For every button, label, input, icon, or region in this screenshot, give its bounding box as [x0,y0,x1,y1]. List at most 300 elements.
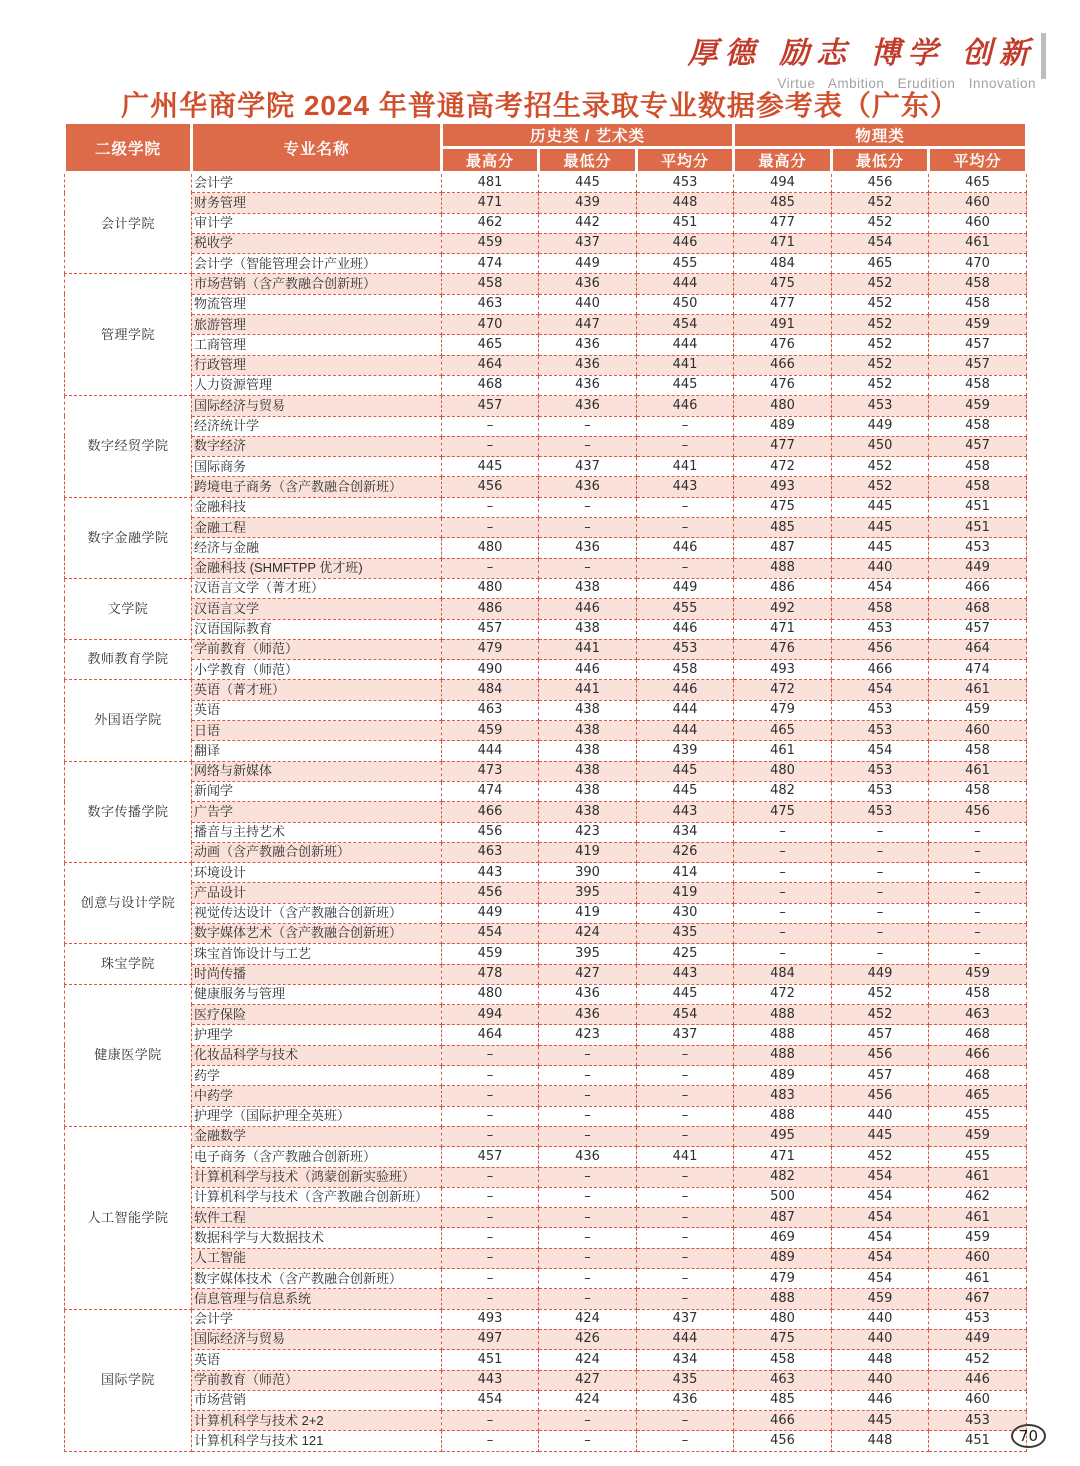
score-value: 438 [539,700,637,720]
score-value: 457 [442,396,539,416]
score-value: 435 [637,1370,734,1390]
score-value: 490 [442,660,539,680]
major-name: 护理学 [192,1025,442,1045]
score-value: 488 [734,1289,832,1309]
score-value: 454 [832,741,929,761]
score-value: 460 [929,1248,1027,1268]
score-value: 445 [832,1411,929,1431]
score-value: 446 [637,619,734,639]
score-value: 472 [734,457,832,477]
major-name: 中药学 [192,1086,442,1106]
score-value: 485 [734,193,832,213]
college-name: 珠宝学院 [65,944,192,985]
score-value: – [637,1167,734,1187]
score-value: 452 [832,193,929,213]
score-value: 456 [832,1086,929,1106]
score-value: – [929,903,1027,923]
score-value: 454 [832,233,929,253]
score-value: 451 [929,518,1027,538]
score-value: 480 [442,538,539,558]
score-value: 465 [929,173,1027,193]
score-value: 452 [832,274,929,294]
score-value: 440 [832,1309,929,1329]
score-value: 472 [734,984,832,1004]
score-value: 458 [442,274,539,294]
score-value: 452 [832,375,929,395]
score-value: – [929,822,1027,842]
table-row [65,863,1027,883]
score-value: 486 [442,599,539,619]
score-value: – [734,863,832,883]
score-value: 465 [929,1086,1027,1106]
score-value: – [539,1248,637,1268]
score-value: – [637,1228,734,1248]
score-value: 445 [832,538,929,558]
score-value: 454 [637,315,734,335]
score-value: 457 [929,619,1027,639]
score-value: 454 [637,1005,734,1025]
score-value: 479 [734,1269,832,1289]
score-value: 446 [637,233,734,253]
score-value: 466 [929,578,1027,598]
score-value: 489 [734,1248,832,1268]
score-value: 459 [929,1228,1027,1248]
table-row [65,1411,1027,1431]
score-value: – [637,436,734,456]
score-value: 438 [539,761,637,781]
table-row [65,802,1027,822]
table-row [65,558,1027,578]
score-value: 458 [637,660,734,680]
score-value: 438 [539,802,637,822]
score-value: 474 [442,254,539,274]
score-value: – [832,883,929,903]
major-name: 环境设计 [192,863,442,883]
score-value: 455 [637,254,734,274]
table-row [65,1269,1027,1289]
admission-table [63,121,1028,1452]
col-header-major: 专业名称 [192,123,442,173]
score-value: 494 [442,1005,539,1025]
score-value: 449 [929,1329,1027,1349]
score-value: – [539,1126,637,1146]
table-row [65,1248,1027,1268]
table-row [65,1005,1027,1025]
score-value: 458 [929,457,1027,477]
major-name: 动画（含产教融合创新班） [192,842,442,862]
score-value: 444 [637,335,734,355]
table-row [65,315,1027,335]
score-value: 456 [442,883,539,903]
table-row [65,1370,1027,1390]
score-value: 457 [832,1025,929,1045]
score-value: 452 [832,457,929,477]
score-value: 453 [832,700,929,720]
table-row [65,781,1027,801]
col-header-max-score: 最高分 [734,148,832,173]
page-number: 70 [1011,1424,1046,1448]
score-value: 414 [637,863,734,883]
score-value: – [442,1086,539,1106]
score-value: 452 [832,477,929,497]
score-value: 471 [734,233,832,253]
major-name: 国际经济与贸易 [192,1329,442,1349]
score-value: 454 [832,1228,929,1248]
score-value: – [539,1289,637,1309]
table-row [65,578,1027,598]
score-value: 424 [539,1309,637,1329]
score-value: 449 [832,416,929,436]
score-value: 479 [442,639,539,659]
score-value: 446 [539,599,637,619]
score-value: 454 [832,680,929,700]
score-value: 468 [929,1025,1027,1045]
score-value: 491 [734,315,832,335]
score-value: 459 [442,944,539,964]
score-value: 456 [734,1431,832,1451]
score-value: 464 [442,1025,539,1045]
score-value: 455 [929,1147,1027,1167]
major-name: 数字经济 [192,436,442,456]
score-value: 461 [929,680,1027,700]
score-value: – [832,822,929,842]
divider-bar [1041,33,1046,79]
score-value: – [539,1066,637,1086]
score-value: 436 [539,1147,637,1167]
table-row [65,700,1027,720]
score-value: 460 [929,1390,1027,1410]
score-value: 463 [442,842,539,862]
major-name: 经济统计学 [192,416,442,436]
score-value: 438 [539,741,637,761]
score-value: 467 [929,1289,1027,1309]
score-value: 454 [832,1187,929,1207]
major-name: 英语 [192,700,442,720]
college-name: 数字经贸学院 [65,396,192,497]
table-row [65,497,1027,517]
score-value: 441 [637,1147,734,1167]
college-name: 教师教育学院 [65,639,192,680]
score-value: 446 [832,1390,929,1410]
score-value: 459 [929,1126,1027,1146]
score-value: 468 [442,375,539,395]
table-row [65,1329,1027,1349]
score-value: 453 [832,619,929,639]
score-value: 456 [832,1045,929,1065]
score-value: 458 [929,416,1027,436]
score-value: 451 [929,497,1027,517]
col-header-max-score: 最高分 [442,148,539,173]
table-row [65,355,1027,375]
score-value: 489 [734,1066,832,1086]
score-value: – [929,923,1027,943]
score-value: 488 [734,558,832,578]
score-value: 459 [929,964,1027,984]
score-value: – [637,1066,734,1086]
score-value: – [832,923,929,943]
score-value: 486 [734,578,832,598]
major-name: 市场营销（含产教融合创新班） [192,274,442,294]
school-motto-cn: 厚德 励志 博学 创新 [687,36,1036,71]
score-value: 476 [734,375,832,395]
score-value: 449 [539,254,637,274]
score-value: 458 [929,984,1027,1004]
score-value: 424 [539,1350,637,1370]
score-value: 456 [929,802,1027,822]
major-name: 金融数学 [192,1126,442,1146]
score-value: 436 [539,396,637,416]
score-value: 456 [442,477,539,497]
score-value: 390 [539,863,637,883]
table-row [65,680,1027,700]
score-value: 454 [832,1269,929,1289]
score-value: 456 [832,639,929,659]
score-value: 434 [637,1350,734,1370]
score-value: 461 [929,761,1027,781]
score-value: 453 [929,1309,1027,1329]
score-value: 480 [442,578,539,598]
score-value: 480 [734,396,832,416]
score-value: 488 [734,1025,832,1045]
score-value: – [539,1045,637,1065]
score-value: 435 [637,923,734,943]
score-value: 470 [929,254,1027,274]
score-value: 461 [929,1167,1027,1187]
major-name: 国际商务 [192,457,442,477]
table-row [65,619,1027,639]
score-value: – [637,1269,734,1289]
major-name: 护理学（国际护理全英班） [192,1106,442,1126]
score-value: 438 [539,619,637,639]
table-row [65,721,1027,741]
score-value: 459 [442,721,539,741]
score-value: 452 [832,1147,929,1167]
score-value: 452 [929,1350,1027,1370]
table-row [65,984,1027,1004]
score-value: – [734,903,832,923]
score-value: 480 [734,1309,832,1329]
major-name: 英语（菁才班） [192,680,442,700]
score-value: 476 [734,639,832,659]
score-value: 459 [442,233,539,253]
table-row [65,436,1027,456]
page-title: 广州华商学院 2024 年普通高考招生录取专业数据参考表（广东） [121,90,959,121]
score-value: – [442,1187,539,1207]
table-row [65,741,1027,761]
table-header [65,123,1027,173]
major-name: 播音与主持艺术 [192,822,442,842]
score-value: 455 [637,599,734,619]
score-value: 425 [637,944,734,964]
score-value: 453 [832,802,929,822]
score-value: 436 [539,335,637,355]
major-name: 数字媒体技术（含产教融合创新班） [192,1269,442,1289]
table-row [65,1390,1027,1410]
score-value: – [442,1431,539,1451]
score-value: 464 [929,639,1027,659]
score-value: 424 [539,1390,637,1410]
college-name: 会计学院 [65,173,192,274]
score-value: – [539,1208,637,1228]
score-value: 444 [442,741,539,761]
major-name: 数据科学与大数据技术 [192,1228,442,1248]
score-value: 443 [442,1370,539,1390]
score-value: – [539,1086,637,1106]
score-value: – [442,1045,539,1065]
major-name: 学前教育（师范） [192,639,442,659]
score-value: 440 [832,558,929,578]
score-value: – [539,436,637,456]
major-name: 金融科技 (SHMFTPP 优才班) [192,558,442,578]
score-value: 445 [832,1126,929,1146]
score-value: – [442,1167,539,1187]
table-row [65,1350,1027,1370]
score-value: 458 [929,375,1027,395]
score-value: 461 [929,1269,1027,1289]
score-value: 465 [442,335,539,355]
score-value: 440 [832,1106,929,1126]
score-value: 471 [442,193,539,213]
score-value: 419 [539,903,637,923]
score-value: – [442,1208,539,1228]
score-value: 492 [734,599,832,619]
score-value: 463 [734,1370,832,1390]
score-value: 447 [539,315,637,335]
table-row [65,457,1027,477]
table-row [65,599,1027,619]
score-value: 457 [832,1066,929,1086]
major-name: 时尚传播 [192,964,442,984]
score-value: 459 [832,1289,929,1309]
table-row [65,923,1027,943]
score-value: 493 [734,660,832,680]
score-value: 460 [929,193,1027,213]
major-name: 会计学 [192,173,442,193]
score-value: 487 [734,1208,832,1228]
major-name: 英语 [192,1350,442,1370]
school-motto-en: Virtue Ambition Erudition Innovation [777,76,1036,91]
score-value: 438 [539,781,637,801]
score-value: 454 [442,1390,539,1410]
score-value: 473 [442,761,539,781]
score-value: 452 [832,1005,929,1025]
score-value: 419 [637,883,734,903]
score-value: – [442,1228,539,1248]
col-header-physics-group: 物理类 [734,123,1027,148]
score-value: 458 [832,599,929,619]
score-value: – [442,497,539,517]
score-value: 493 [734,477,832,497]
score-value: 437 [637,1309,734,1329]
table-row [65,294,1027,314]
score-value: 452 [832,294,929,314]
score-value: – [734,883,832,903]
score-value: 476 [734,335,832,355]
score-value: 462 [929,1187,1027,1207]
score-value: 469 [734,1228,832,1248]
table-body [65,173,1027,1452]
major-name: 产品设计 [192,883,442,903]
score-value: 463 [442,294,539,314]
score-value: – [539,1106,637,1126]
score-value: 443 [637,964,734,984]
score-value: 445 [442,457,539,477]
table-row [65,883,1027,903]
score-value: 470 [442,315,539,335]
score-value: – [734,842,832,862]
table-row [65,1045,1027,1065]
score-value: 454 [832,1248,929,1268]
score-value: 449 [637,578,734,598]
major-name: 会计学 [192,1309,442,1329]
score-value: 443 [637,802,734,822]
col-header-college: 二级学院 [65,123,192,173]
score-value: 451 [637,213,734,233]
score-value: – [637,1411,734,1431]
score-value: 463 [929,1005,1027,1025]
major-name: 药学 [192,1066,442,1086]
score-value: 483 [734,1086,832,1106]
score-value: 477 [734,294,832,314]
score-value: 458 [929,477,1027,497]
score-value: 485 [734,518,832,538]
score-value: 475 [734,497,832,517]
score-value: 457 [442,619,539,639]
score-value: 443 [442,863,539,883]
score-value: 427 [539,1370,637,1390]
score-value: 460 [929,213,1027,233]
major-name: 行政管理 [192,355,442,375]
score-value: 437 [539,233,637,253]
table-row [65,416,1027,436]
score-value: – [929,944,1027,964]
score-value: – [832,903,929,923]
score-value: 395 [539,944,637,964]
score-value: 471 [734,619,832,639]
score-value: 458 [929,781,1027,801]
score-value: 453 [637,173,734,193]
score-value: – [637,518,734,538]
major-name: 市场营销 [192,1390,442,1410]
score-value: 480 [442,984,539,1004]
table-row [65,1187,1027,1207]
score-value: 477 [734,436,832,456]
score-value: 457 [929,335,1027,355]
score-value: 457 [929,436,1027,456]
table-row [65,1025,1027,1045]
table-row [65,193,1027,213]
college-name: 数字金融学院 [65,497,192,578]
score-value: – [637,1045,734,1065]
score-value: 449 [929,558,1027,578]
score-value: 475 [734,1329,832,1349]
score-value: 457 [929,355,1027,375]
score-value: 478 [442,964,539,984]
major-name: 翻译 [192,741,442,761]
major-name: 医疗保险 [192,1005,442,1025]
major-name: 信息管理与信息系统 [192,1289,442,1309]
score-value: 466 [734,1411,832,1431]
score-value: 459 [929,396,1027,416]
score-value: 458 [734,1350,832,1370]
score-value: – [832,944,929,964]
score-value: 448 [832,1350,929,1370]
score-value: 458 [929,274,1027,294]
score-value: 436 [539,984,637,1004]
score-value: 465 [734,721,832,741]
table-row [65,1126,1027,1146]
table-row [65,903,1027,923]
